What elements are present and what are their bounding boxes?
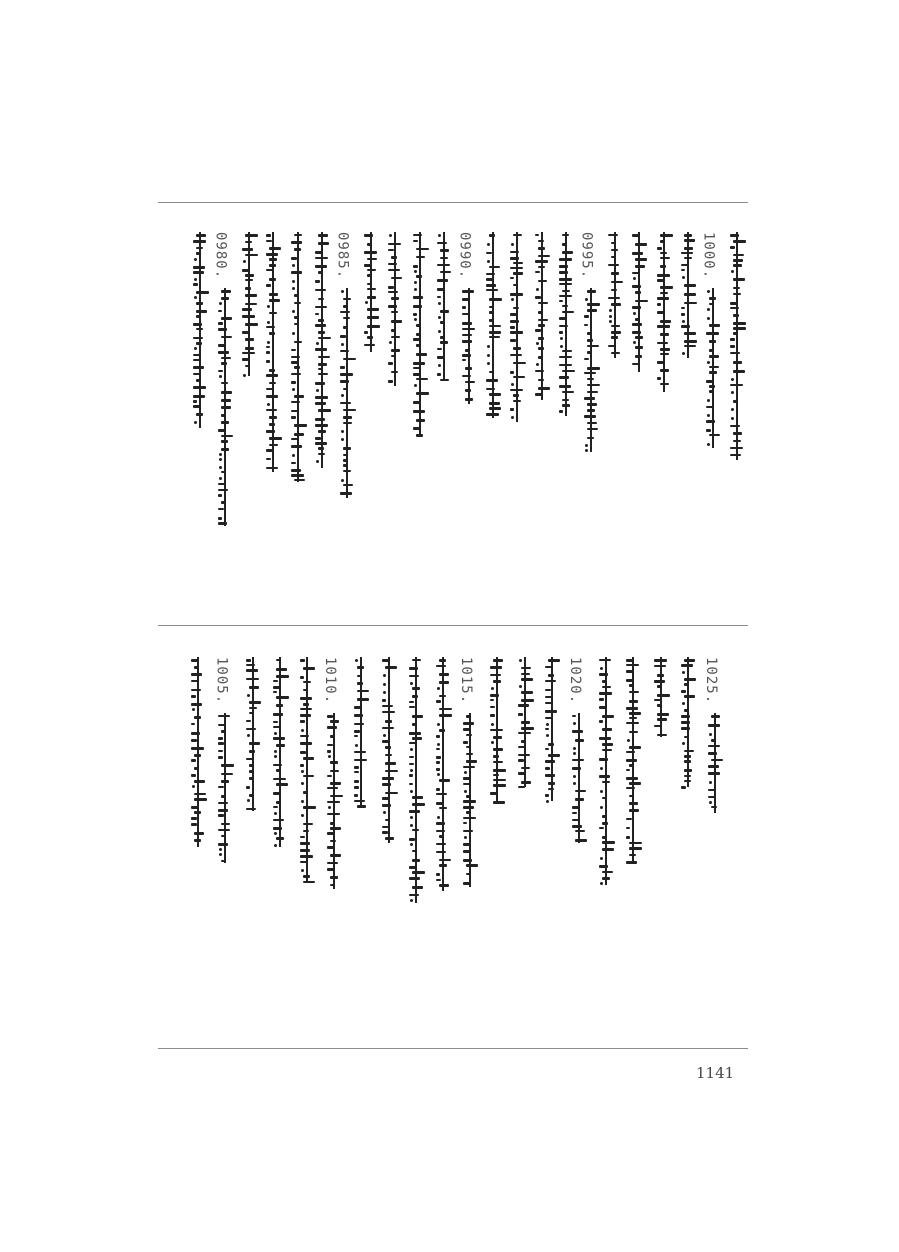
mongolian-script-line	[518, 657, 532, 787]
verse-line-number: 1015.	[458, 657, 475, 705]
mongolian-script-line	[681, 232, 695, 358]
mongolian-script-line	[654, 657, 668, 737]
mongolian-script-line	[462, 288, 476, 404]
verse-line-number: 1005.	[213, 657, 230, 705]
verse-line-number: 1010.	[322, 657, 339, 705]
mongolian-script-line	[218, 713, 232, 863]
mongolian-script-line	[545, 657, 559, 801]
verse-line-number: 1025.	[703, 657, 719, 705]
mongolian-script-line	[535, 232, 549, 400]
lower-verse-section	[158, 657, 748, 1037]
verse-line-number: 1020.	[567, 657, 583, 705]
mongolian-script-line	[510, 232, 524, 422]
mongolian-script-line	[409, 657, 423, 903]
verse-line-number: 1000.	[700, 232, 717, 280]
mongolian-script-line	[218, 288, 232, 526]
mongolian-script-line	[608, 232, 622, 358]
mongolian-script-line	[706, 288, 720, 448]
bottom-rule	[158, 1048, 748, 1049]
mongolian-script-line	[291, 232, 305, 482]
mongolian-script-line	[413, 232, 427, 436]
mongolian-script-line	[382, 657, 396, 843]
mongolian-script-line	[364, 232, 378, 352]
mongolian-script-line	[300, 657, 314, 883]
middle-rule	[158, 625, 748, 626]
mongolian-script-line	[246, 657, 260, 811]
mongolian-script-line	[463, 713, 477, 887]
upper-verse-section	[158, 232, 748, 612]
mongolian-script-line	[193, 232, 207, 428]
mongolian-script-line	[388, 232, 402, 386]
top-rule	[158, 202, 748, 203]
mongolian-script-line	[599, 657, 613, 885]
mongolian-script-line	[327, 713, 341, 889]
mongolian-script-line	[273, 657, 287, 847]
mongolian-script-line	[191, 657, 205, 847]
mongolian-script-line	[657, 232, 671, 392]
verse-line-number: 0980.	[212, 232, 229, 280]
verse-line-number: 0985.	[334, 232, 351, 280]
mongolian-script-line	[486, 232, 500, 418]
verse-line-number: 0990.	[456, 232, 473, 280]
mongolian-script-line	[632, 232, 646, 372]
mongolian-script-line	[437, 232, 451, 380]
mongolian-script-line	[340, 288, 354, 498]
mongolian-script-line	[708, 713, 722, 813]
mongolian-script-line	[436, 657, 450, 891]
mongolian-script-line	[315, 232, 329, 468]
mongolian-script-line	[266, 232, 280, 472]
mongolian-script-line	[730, 232, 744, 460]
mongolian-script-line	[681, 657, 695, 787]
mongolian-script-line	[490, 657, 504, 803]
mongolian-script-line	[572, 713, 586, 843]
mongolian-script-line	[584, 288, 598, 452]
mongolian-script-line	[242, 232, 256, 376]
mongolian-script-line	[559, 232, 573, 416]
mongolian-script-line	[626, 657, 640, 863]
page-number: 1141	[696, 1064, 735, 1082]
verse-line-number: 0995.	[578, 232, 595, 280]
mongolian-script-line	[354, 657, 368, 807]
